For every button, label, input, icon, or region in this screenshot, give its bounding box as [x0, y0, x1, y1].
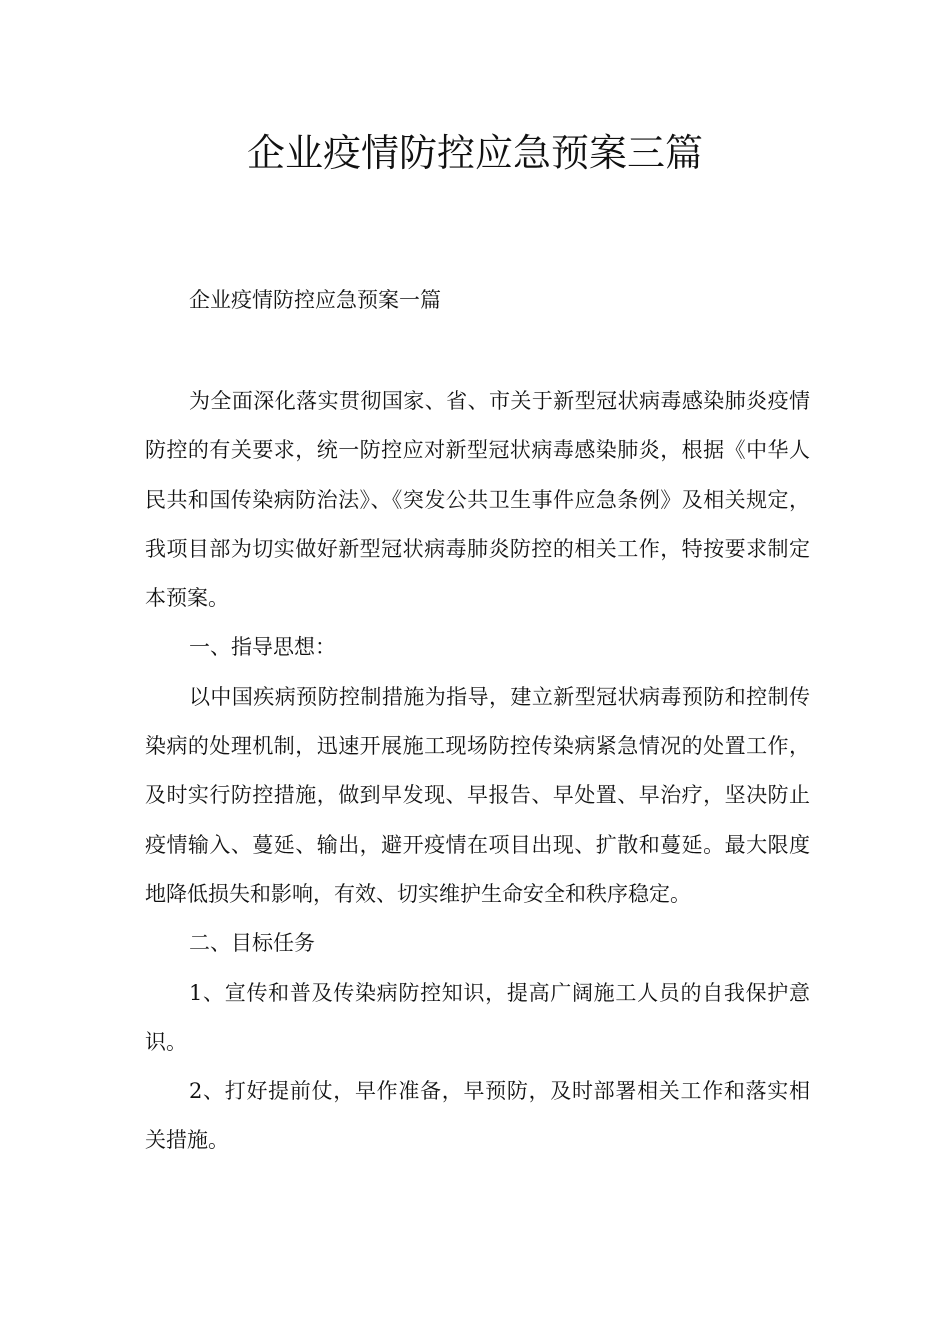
document-title: 企业疫情防控应急预案三篇 [246, 131, 703, 175]
section-heading-guiding-ideology: 一、指导思想： [189, 635, 336, 660]
paragraph-objective-2: 2、打好提前仗，早作准备，早预防，及时部署相关工作和落实相关措施。 [145, 1079, 810, 1153]
paragraph-guiding-ideology: 以中国疾病预防控制措施为指导，建立新型冠状病毒预防和控制传染病的处理机制，迅速开展施工现场防控传染病紧急情况的处置工作，及时实行防控措施，做到早发现、早报告、早处置、早治疗，坚决防止疫情输入、蔓延、输出，避开疫情在项目出现、扩散和蔓延。最大限度地降低损失和影响，有效、切实维护生命安全和秩序稳定。 [145, 684, 810, 906]
section-heading-objectives: 二、目标任务 [189, 931, 315, 956]
document-body [145, 377, 810, 1166]
paragraph-objective-1: 1、宣传和普及传染病防控知识，提高广阔施工人员的自我保护意识。 [145, 980, 810, 1054]
document-subtitle: 企业疫情防控应急预案一篇 [189, 288, 441, 312]
paragraph-intro: 为全面深化落实贯彻国家、省、市关于新型冠状病毒感染肺炎疫情防控的有关要求，统一防控应对新型冠状病毒感染肺炎，根据《中华人民共和国传染病防治法》、《突发公共卫生事件应急条例》及相关规定，我项目部为切实做好新型冠状病毒肺炎防控的相关工作，特按要求制定本预案。 [145, 389, 810, 611]
